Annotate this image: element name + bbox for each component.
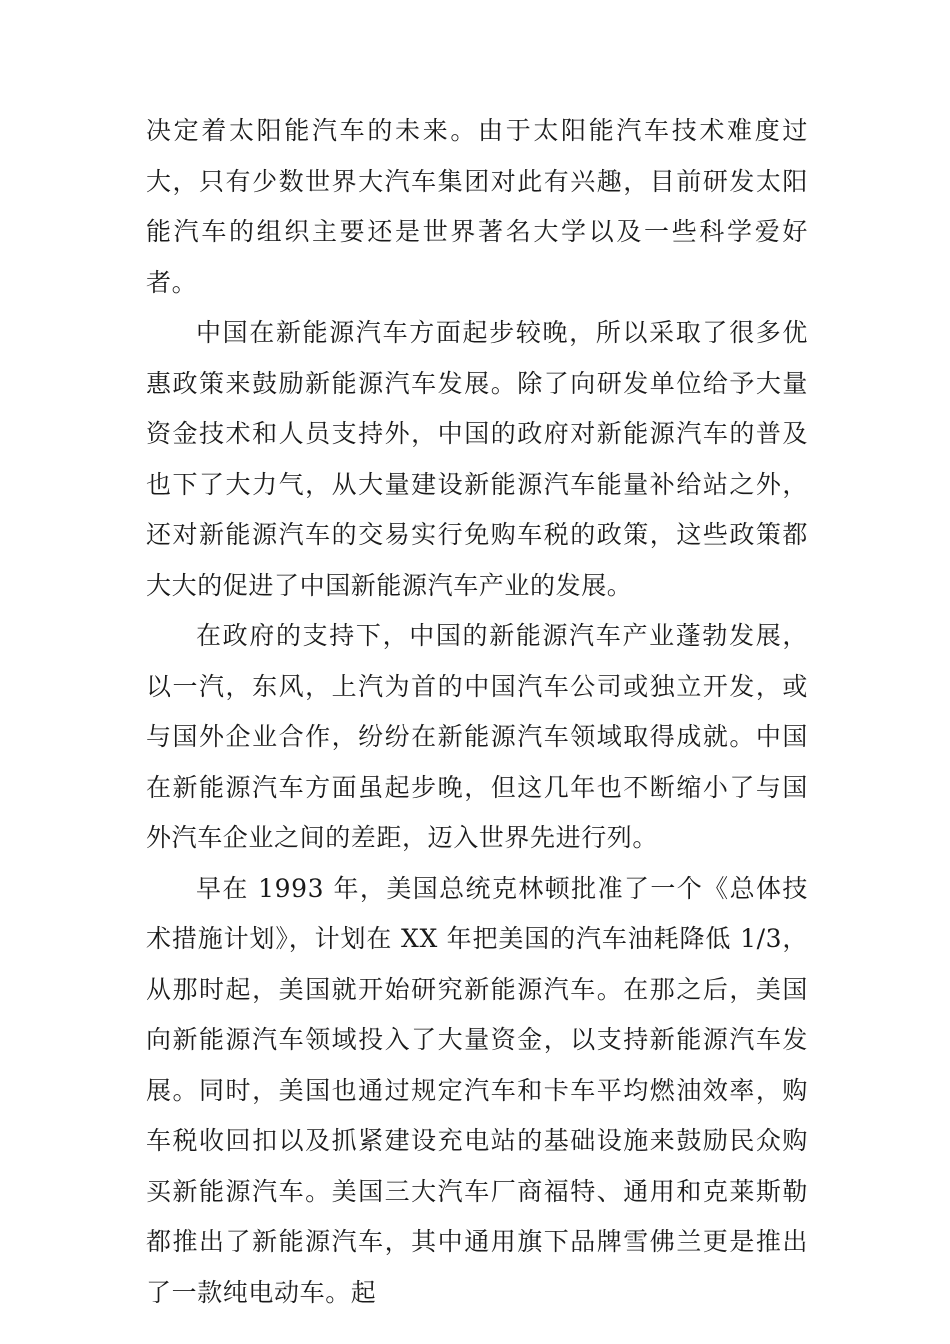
paragraph-2: 中国在新能源汽车方面起步较晚，所以采取了很多优惠政策来鼓励新能源汽车发展。除了向研发单位给予大量资金技术和人员支持外，中国的政府对新能源汽车的普及也下了大力气，从大量建设新能源汽车能量补给站之外，还对新能源汽车的交易实行免购车税的政策，这些政策都大大的促进了中国新能源汽车产业的发展。 xyxy=(146,318,808,600)
document-body xyxy=(146,106,808,1318)
paragraph-1: 决定着太阳能汽车的未来。由于太阳能汽车技术难度过大，只有少数世界大汽车集团对此有兴趣，目前研发太阳能汽车的组织主要还是世界著名大学以及一些科学爱好者。 xyxy=(146,116,808,297)
paragraph-4: 早在 1993 年，美国总统克林顿批准了一个《总体技术措施计划》，计划在 XX 年把美国的汽车油耗降低 1/3，从那时起，美国就开始研究新能源汽车。在那之后，美国向新能源汽车领域投入了大量资金，以支持新能源汽车发展。同时，美国也通过规定汽车和卡车平均燃油效率，购车税收回扣以及抓紧建设充电站的基础设施来鼓励民众购买新能源汽车。美国三大汽车厂商福特、通用和克莱斯勒都推出了新能源汽车，其中通用旗下品牌雪佛兰更是推出了一款纯电动车。起 xyxy=(146,873,808,1307)
paragraph-3: 在政府的支持下，中国的新能源汽车产业蓬勃发展，以一汽，东风，上汽为首的中国汽车公司或独立开发，或与国外企业合作，纷纷在新能源汽车领域取得成就。中国在新能源汽车方面虽起步晚，但这几年也不断缩小了与国外汽车企业之间的差距，迈入世界先进行列。 xyxy=(146,621,808,852)
